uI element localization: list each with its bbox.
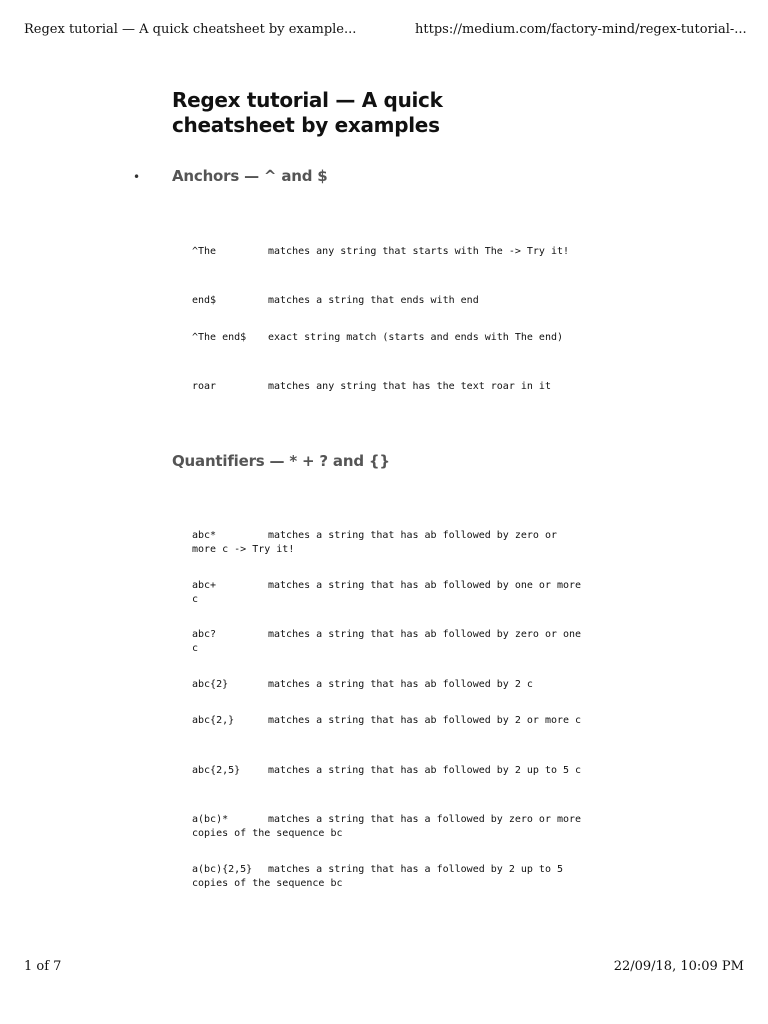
quantifiers-row — [192, 714, 582, 728]
regex-pattern: abc{2,5} — [192, 765, 241, 776]
regex-pattern: roar — [192, 381, 217, 392]
regex-description: matches a string that ends with end — [268, 295, 479, 306]
regex-description: matches a string that has a followed by zero or more copies of the sequence bc — [192, 814, 582, 839]
anchors-row — [192, 245, 582, 259]
regex-description: matches a string that has ab followed by 2 up to 5 c — [268, 765, 582, 776]
regex-description: matches a string that has ab followed by 2 c — [268, 679, 533, 690]
quantifiers-row — [192, 579, 582, 607]
regex-description: exact string match (starts and ends with The end) — [268, 332, 564, 343]
regex-description: matches any string that has the text roar in it — [268, 381, 551, 392]
anchors-row — [192, 294, 582, 308]
regex-pattern: ^The end$ — [192, 332, 247, 343]
print-timestamp: 22/09/18, 10:09 PM — [613, 959, 744, 974]
quantifiers-row — [192, 628, 582, 656]
page-count: 1 of 7 — [24, 959, 62, 974]
regex-pattern: a(bc)* — [192, 814, 229, 825]
quantifiers-row — [192, 863, 582, 891]
regex-pattern: abc+ — [192, 580, 217, 591]
regex-pattern: abc? — [192, 629, 217, 640]
regex-pattern: abc* — [192, 530, 217, 541]
quantifiers-heading: Quantifiers — * + ? and {} — [172, 452, 390, 470]
regex-pattern: end$ — [192, 295, 217, 306]
regex-description: matches a string that has ab followed by zero or more c -> Try it! — [192, 530, 557, 555]
print-header-title: Regex tutorial — A quick cheatsheet by example... — [24, 22, 357, 37]
regex-description: matches any string that starts with The -> Try it! — [268, 246, 570, 257]
regex-description: matches a string that has ab followed by 2 or more c — [268, 715, 582, 726]
anchors-heading: Anchors — ^ and $ — [172, 167, 328, 185]
regex-pattern: ^The — [192, 246, 217, 257]
regex-description: matches a string that has ab followed by one or more c — [192, 580, 582, 605]
regex-pattern: a(bc){2,5} — [192, 864, 253, 875]
regex-description: matches a string that has ab followed by zero or one c — [192, 629, 582, 654]
anchors-row — [192, 380, 582, 394]
quantifiers-row — [192, 529, 582, 557]
print-header-url[interactable]: https://medium.com/factory-mind/regex-tutorial-... — [415, 22, 747, 37]
article-title: Regex tutorial — A quick cheatsheet by examples — [172, 88, 443, 137]
regex-pattern: abc{2,} — [192, 715, 235, 726]
regex-description: matches a string that has a followed by 2 up to 5 copies of the sequence bc — [192, 864, 564, 889]
bullet-marker: • — [133, 170, 141, 184]
quantifiers-row — [192, 764, 582, 778]
regex-pattern: abc{2} — [192, 679, 229, 690]
quantifiers-row — [192, 678, 582, 692]
anchors-row — [192, 331, 582, 345]
quantifiers-row — [192, 813, 582, 841]
